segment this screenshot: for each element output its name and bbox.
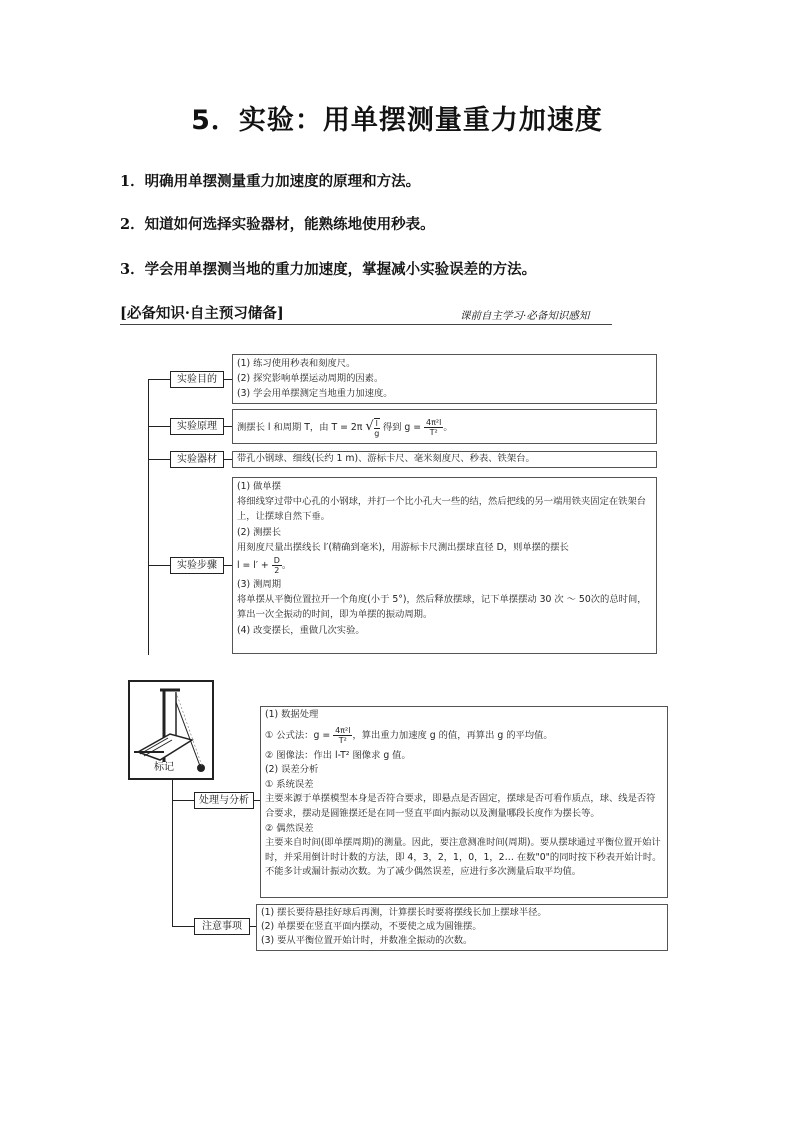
map1-branch-steps [148,565,170,566]
step1-head: (1) 做单摆 [237,481,282,492]
random-error-head: ② 偶然误差 [265,822,314,834]
section-title: [必备知识·自主预习储备] [120,305,284,322]
step1-body: 将细线穿过带中心孔的小钢球，并打一个比小孔大一些的结，然后把线的另一端用铁夹固定在铁架台上，让摆球自然下垂。 [237,496,647,523]
purpose-line-2: (2) 探究影响单摆运动周期的因素。 [237,373,384,384]
purpose-line-1: (1) 练习使用秒表和刻度尺。 [237,358,356,369]
objective-2: 2．知道如何选择实验器材，能熟练地使用秒表。 [120,216,435,233]
equipment-box [232,451,657,468]
g-numerator: 4π²l [426,418,442,427]
map2-trunk [172,780,173,927]
note-1: (1) 摆长要待悬挂好球后再测，计算摆长时要将摆线长加上摆球半径。 [261,907,547,918]
label-equipment: 实验器材 [170,451,224,468]
error-analysis-head: (2) 误差分析 [265,764,319,776]
notes-box [256,904,668,951]
pendulum-figure [128,680,214,780]
processing-box [260,706,668,898]
step3-body: 将单摆从平衡位置拉开一个角度(小于 5°)，然后释放摆球，记下单摆摆动 30 次 ～ 50次的总时间，算出一次全振动的时间，即为单摆的振动周期。 [237,594,647,621]
label-notes: 注意事项 [194,918,250,935]
step2-body: 用刻度尺量出摆线长 l′(精确到毫米)，用游标卡尺测出摆球直径 D，则单摆的摆长 [237,541,569,553]
note-3: (3) 要从平衡位置开始计时，并数准全振动的次数。 [261,935,473,947]
label-processing: 处理与分析 [194,792,254,809]
sqrt-numerator: l [375,418,378,428]
steps-box [232,477,657,654]
sqrt-denominator: g [374,428,380,438]
step4: (4) 改变摆长，重做几次实验。 [237,624,365,636]
step2-formula: l = l′ + [237,560,269,572]
graph-method: ② 图像法：作出 l-T² 图像求 g 值。 [265,749,411,761]
map2-branch-notes [172,926,194,927]
map1-trunk [148,379,149,655]
section-subtitle: 课前自主学习·必备知识感知 [460,310,590,322]
systematic-error-body: 主要来源于单摆模型本身是否符合要求，即悬点是否固定，摆球是否可看作质点，球、线是否符合要求，摆动是圆锥摆还是在同一竖直平面内振动以及测量哪段长度作为摆长等。 [265,793,656,819]
formula-method-post: ，算出重力加速度 g 的值，再算出 g 的平均值。 [352,729,553,741]
page-title: 5．实验：用单摆测量重力加速度 [191,105,603,136]
label-purpose: 实验目的 [170,371,224,388]
label-principle: 实验原理 [170,418,224,435]
step2-end: 。 [281,560,292,572]
map2-branch-processing [172,800,194,801]
equipment-text: 带孔小钢球、细线(长约 1 m)、游标卡尺、毫米刻度尺、秒表、铁架台。 [237,453,535,464]
g-denominator: T² [429,428,438,437]
principle-box: 测摆长 l 和周期 T，由 T = 2π √ $\frac{l}{g}$ 得到 g = $\frac{\text{4π²l}}{\text{T²}}$ 。 [232,409,657,444]
purpose-line-3: (3) 学会用单摆测定当地重力加速度。 [237,388,393,399]
map1-branch-purpose [148,379,170,380]
formula-method: ① 公式法：g = [265,729,331,741]
random-error-body: 主要来自时间(即单摆周期)的测量。因此，要注意测准时间(周期)。要从摆球通过平衡位置开始计时，并采用倒计时计数的方法，即 4，3，2，1，0，1，2… 在数"0"的同时按下秒表开始计时。不能多计或漏计振动次数。为了减少偶然误差，应进行多次测量后取平均值。 [265,837,662,878]
principle-end: 。 [443,422,453,433]
formula-numerator: 4π²l [335,725,351,735]
processing-line-1: (1) 数据处理 [265,709,319,720]
map1-branch-equipment [148,459,170,460]
label-steps: 实验步骤 [170,557,224,574]
step3-head: (3) 测周期 [237,579,282,591]
principle-mid: 得到 g = [382,422,422,433]
note-2: (2) 单摆要在竖直平面内摆动，不要使之成为圆锥摆。 [261,921,482,933]
principle-text: 测摆长 l 和周期 T，由 T = 2π [237,422,363,433]
step2-denominator: 2 [274,566,280,576]
purpose-box [232,354,657,404]
systematic-error-head: ① 系统误差 [265,778,314,790]
section-divider [120,324,612,325]
mark-label: 标记 [154,762,174,773]
objective-3: 3．学会用单摆测当地的重力加速度，掌握减小实验误差的方法。 [120,261,537,278]
formula-denominator: T² [338,735,347,745]
map1-branch-principle [148,426,170,427]
objective-1: 1．明确用单摆测量重力加速度的原理和方法。 [120,173,421,190]
step2-head: (2) 测摆长 [237,526,282,538]
step2-numerator: D [273,556,280,566]
